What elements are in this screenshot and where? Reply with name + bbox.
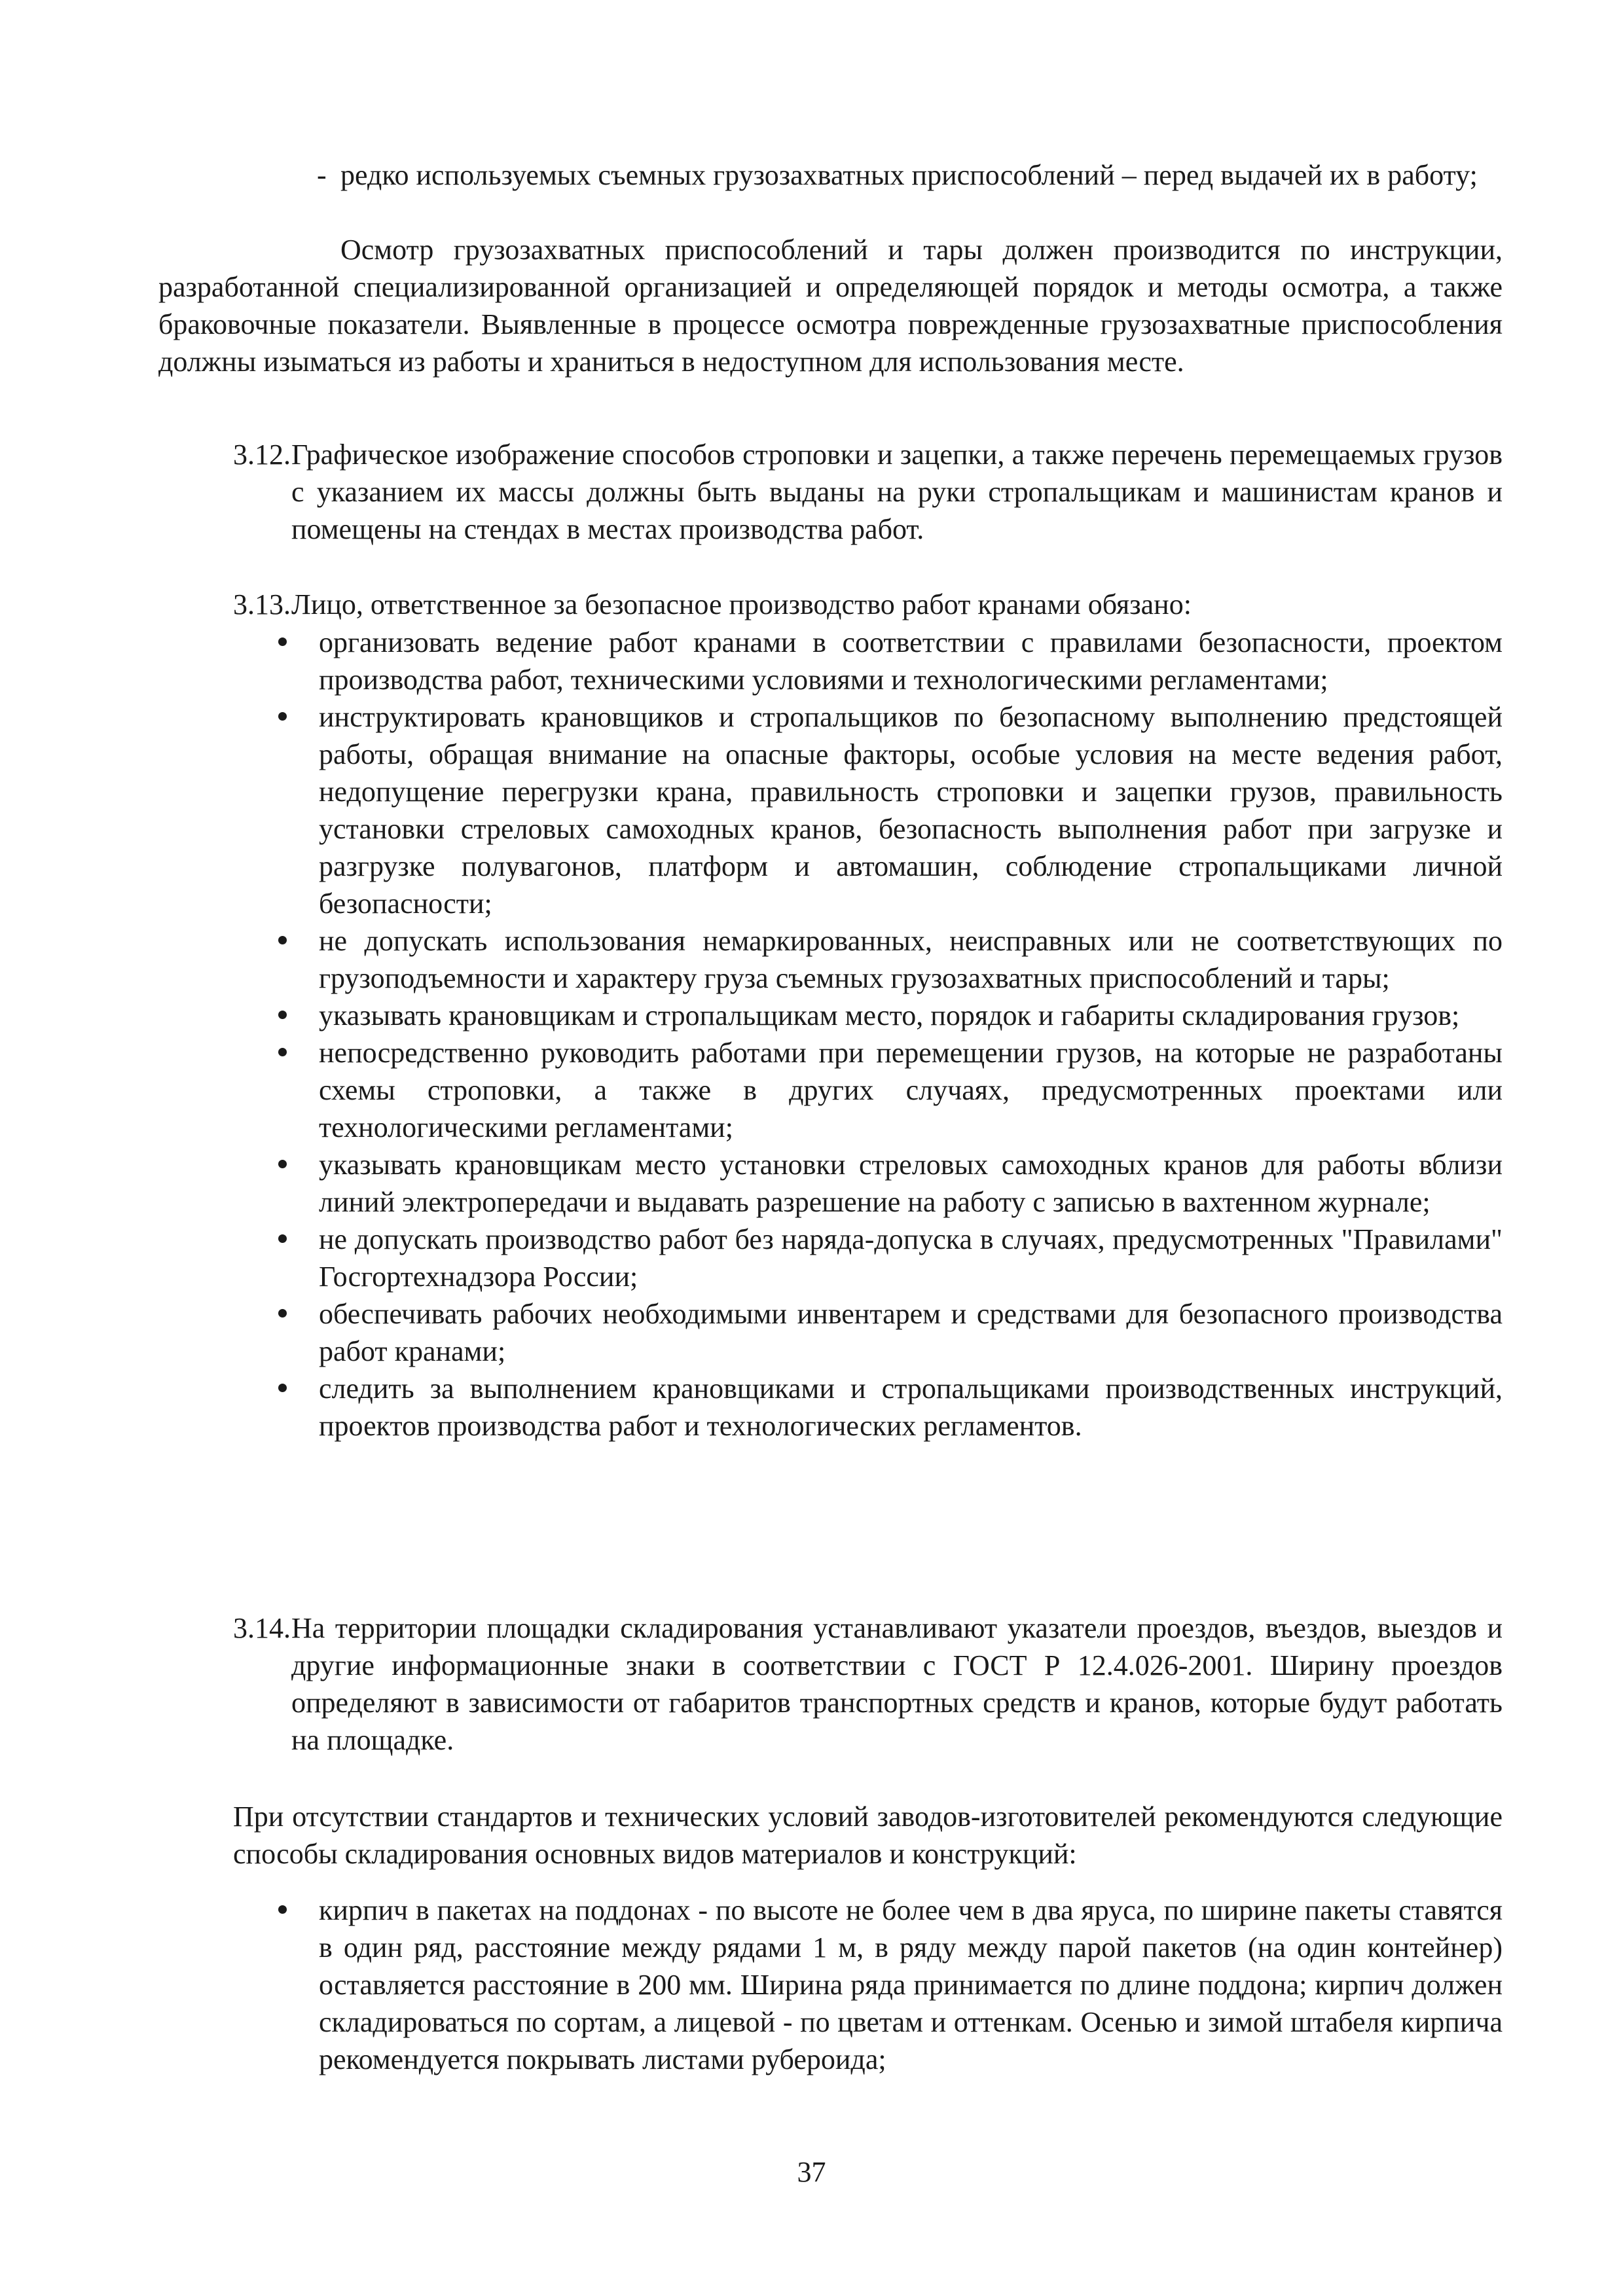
dash-list-item [317,156,1503,194]
bullet-icon [278,1234,287,1243]
list-item-text: организовать ведение работ кранами в соответствии с правилами безопасности, проектом производства работ, техническими условиями и технологическими регламентами; [319,626,1503,696]
bullet-icon [278,712,287,721]
list-item [319,698,1503,922]
numbered-item-3-13 [233,586,1503,623]
paragraph-storage-intro: При отсутствии стандартов и технических условий заводов-изготовителей рекомендуются следующие способы складирования основных видов материалов и конструкций: [233,1801,1503,1870]
storage-list [319,1892,1503,2078]
bullet-icon [278,936,287,944]
list-item-text: следить за выполнением крановщиками и стропальщиками производственных инструкций, проектов производства работ и технологических регламентов. [319,1372,1503,1442]
bullet-icon [278,1905,287,1914]
list-item [319,1146,1503,1221]
numbered-item-3-12 [233,436,1503,548]
bullet-icon [278,1384,287,1392]
duties-list [319,624,1503,1444]
list-item-text: обеспечивать рабочих необходимыми инвентарем и средствами для безопасного производства работ кранами; [319,1298,1503,1367]
item-number: 3.12. [233,439,291,471]
item-text: На территории площадки складирования устанавливают указатели проездов, въездов, выездов и другие информационные знаки в соответствии с ГОСТ Р 12.4.026-2001. Ширину проездов определяют в зависимости от габаритов транспортных средств и кранов, которые будут работать на площадке. [291,1612,1503,1756]
list-item [319,997,1503,1034]
list-item-text: не допускать использования немаркированных, неисправных или не соответствующих по грузоподъемности и характеру груза съемных грузозахватных приспособлений и тары; [319,925,1503,994]
item-text: Лицо, ответственное за безопасное производство работ кранами обязано: [291,588,1192,620]
list-item [319,1892,1503,2078]
list-item [319,1034,1503,1146]
list-item [319,922,1503,997]
list-item [319,1221,1503,1295]
list-item [319,1370,1503,1444]
list-item-text: указывать крановщикам место установки стреловых самоходных кранов для работы вблизи линий электропередачи и выдавать разрешение на работу с записью в вахтенном журнале; [319,1149,1503,1218]
item-number: 3.14. [233,1612,291,1644]
item-text: Графическое изображение способов строповки и зацепки, а также перечень перемещаемых грузов с указанием их массы должны быть выданы на руки стропальщикам и машинистам кранов и помещены на стендах в местах производства работ. [291,439,1503,545]
list-item-text: не допускать производство работ без наряда-допуска в случаях, предусмотренных "Правилами" Госгортехнадзора России; [319,1223,1503,1293]
list-item-text: непосредственно руководить работами при перемещении грузов, на которые не разработаны схемы строповки, а также в других случаях, предусмотренных проектами или технологическими регламентами; [319,1037,1503,1143]
list-item-text: кирпич в пакетах на поддонах - по высоте не более чем в два яруса, по ширине пакеты ставятся в один ряд, расстояние между рядами 1 м, в ряду между парой пакетов (на один контейнер) оставляется расстояние в 200 мм. Ширина ряда принимается по длине поддона; кирпич должен складироваться по сортам, а лицевой - по цветам и оттенкам. Осенью и зимой штабеля кирпича рекомендуется покрывать листами рубероида; [319,1894,1503,2075]
bullet-icon [278,1048,287,1056]
numbered-item-3-14 [233,1609,1503,1759]
list-item [319,1295,1503,1370]
paragraph-inspection: Осмотр грузозахватных приспособлений и тары должен производится по инструкции, разработанной специализированной организацией и определяющей порядок и методы осмотра, а также браковочные показатели. Выявленные в процессе осмотра поврежденные грузозахватные приспособления должны изыматься из работы и храниться в недоступном для использования месте. [158,234,1503,378]
bullet-icon [278,1011,287,1019]
page-number: 37 [797,2156,826,2188]
list-item [319,624,1503,698]
bullet-icon [278,637,287,646]
bullet-icon [278,1160,287,1168]
dash-marker: - [317,159,327,191]
list-item-text: инструктировать крановщиков и стропальщиков по безопасному выполнению предстоящей работы, обращая внимание на опасные факторы, особые условия на месте ведения работ, недопущение перегрузки крана, правильность строповки и зацепки грузов, правильность установки стреловых самоходных кранов, безопасность выполнения работ при загрузке и разгрузке полувагонов, платформ и автомашин, соблюдение стропальщиками личной безопасности; [319,701,1503,920]
item-number: 3.13. [233,588,291,620]
bullet-icon [278,1309,287,1318]
dash-item-text: редко используемых съемных грузозахватных приспособлений – перед выдачей их в работу; [340,159,1478,191]
list-item-text: указывать крановщикам и стропальщикам место, порядок и габариты складирования грузов; [319,999,1460,1031]
